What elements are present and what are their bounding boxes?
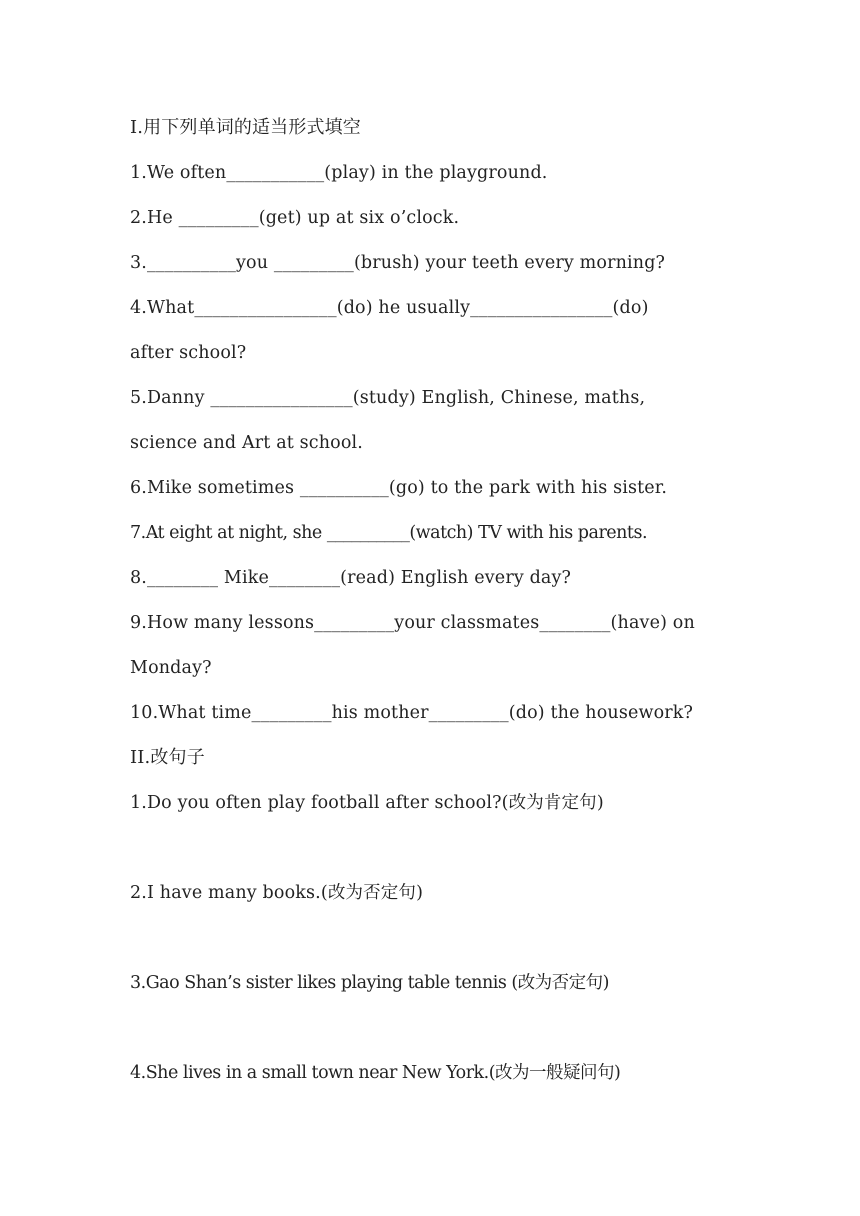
- exercise-line-4-continued: after school?: [130, 343, 247, 363]
- rewrite-item-3: 3.Gao Shan’s sister likes playing table tennis (改为否定句): [130, 973, 610, 993]
- answer-space: [130, 923, 730, 968]
- answer-space: [130, 1013, 730, 1058]
- exercise-line-6: 6.Mike sometimes __________(go) to the park with his sister.: [130, 478, 668, 498]
- exercise-line-10: 10.What time_________his mother_________(do) the housework?: [130, 703, 694, 723]
- exercise-line-9-continued: Monday?: [130, 658, 212, 678]
- section-1-heading: I.用下列单词的适当形式填空: [130, 117, 361, 138]
- exercise-line-7: 7.At eight at night, she __________(watch) TV with his parents.: [130, 523, 648, 543]
- exercise-line-1: 1.We often___________(play) in the playground.: [130, 163, 548, 183]
- answer-space: [130, 833, 730, 878]
- exercise-line-8: 8.________ Mike________(read) English every day?: [130, 568, 572, 588]
- exercise-line-5-continued: science and Art at school.: [130, 433, 364, 453]
- exercise-line-4: 4.What________________(do) he usually________________(do): [130, 298, 649, 318]
- exercise-line-9: 9.How many lessons_________your classmates________(have) on: [130, 613, 695, 633]
- exercise-line-3: 3.__________you _________(brush) your teeth every morning?: [130, 253, 666, 273]
- section-2-heading: II.改句子: [130, 747, 205, 768]
- worksheet: [130, 113, 730, 1103]
- exercise-line-2: 2.He _________(get) up at six o’clock.: [130, 208, 460, 228]
- rewrite-item-2: 2.I have many books.(改为否定句): [130, 883, 424, 903]
- rewrite-item-4: 4.She lives in a small town near New York.(改为一般疑问句): [130, 1063, 621, 1083]
- exercise-line-5: 5.Danny ________________(study) English, Chinese, maths,: [130, 388, 646, 408]
- rewrite-item-1: 1.Do you often play football after school?(改为肯定句): [130, 793, 604, 813]
